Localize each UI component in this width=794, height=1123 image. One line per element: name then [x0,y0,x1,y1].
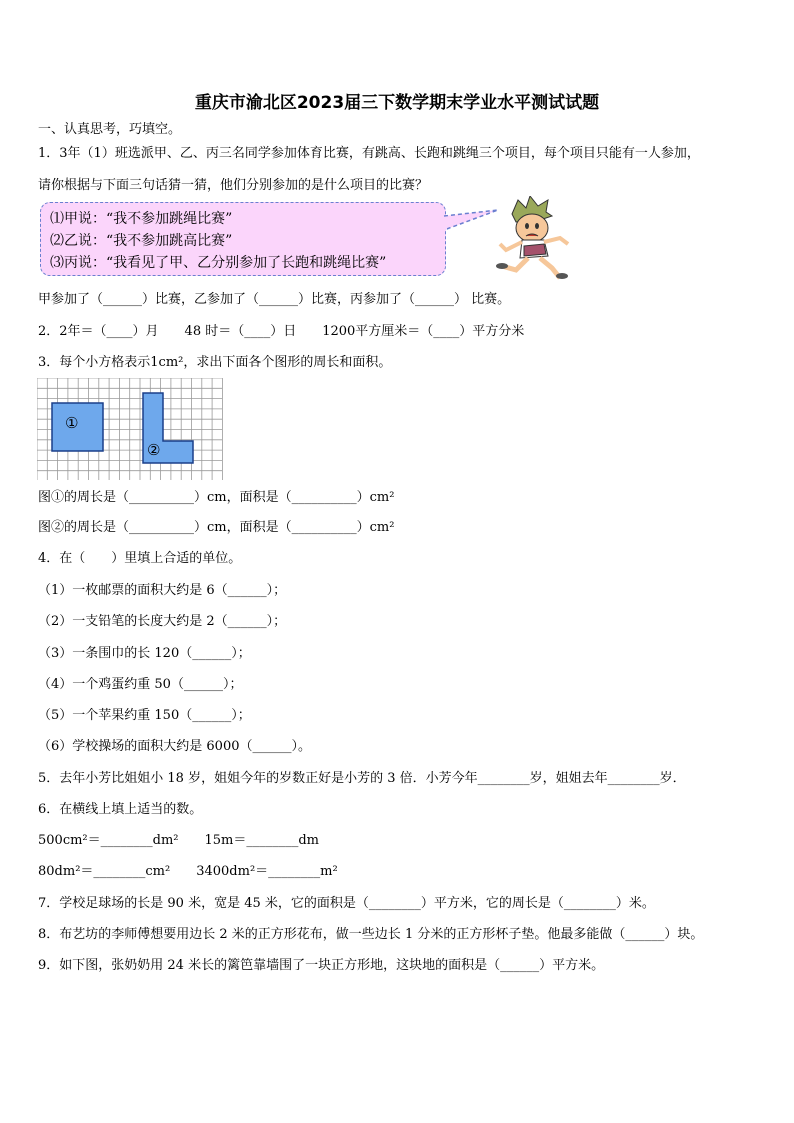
q5-line: 5．去年小芳比姐姐小 18 岁，姐姐今年的岁数正好是小芳的 3 倍．小芳今年________岁，姐姐去年________岁． [38,771,686,786]
q3-answer-1: 图①的周长是（__________）cm，面积是（__________）cm² [38,490,395,505]
q4-item-3: （3）一条围巾的长 120（______）； [38,646,251,661]
speech-bubble-tail [440,208,502,242]
q1-line1: 1．3年（1）班选派甲、乙、丙三名同学参加体育比赛，有跳高、长跑和跳绳三个项目，每个项目只能有一人参加， [38,146,700,161]
q3-stem: 3．每个小方格表示1cm²，求出下面各个图形的周长和面积。 [38,355,392,370]
q8-line: 8．布艺坊的李师傅想要用边长 2 米的正方形花布，做一些边长 1 分米的正方形杯子垫。他最多能做（______）块。 [38,927,704,942]
bubble-statement-1: ⑴甲说：“我不参加跳绳比赛” [50,211,233,227]
section-heading: 一、认真思考，巧填空。 [38,122,182,137]
q4-item-6: （6）学校操场的面积大约是 6000（______）。 [38,739,311,754]
q6-row-2: 80dm²＝________cm² 3400dm²＝________m² [38,864,338,879]
q4-stem: 4．在（ ）里填上合适的单位。 [38,551,242,566]
bubble-statement-3: ⑶丙说：“我看见了甲、乙分别参加了长跑和跳绳比赛” [50,255,387,271]
q6-row-1: 500cm²＝________dm² 15m＝________dm [38,833,320,848]
q1-answer-line: 甲参加了（______）比赛，乙参加了（______）比赛，丙参加了（______） 比赛。 [38,292,511,307]
q6-stem: 6．在横线上填上适当的数。 [38,802,203,817]
shape-2-label: ② [147,441,161,459]
q9-line: 9．如下图，张奶奶用 24 米长的篱笆靠墙围了一块正方形地，这块地的面积是（______）平方米。 [38,958,605,973]
q7-line: 7．学校足球场的长是 90 米，宽是 45 米，它的面积是（________）平方米，它的周长是（________）米。 [38,896,655,911]
q4-item-1: （1）一枚邮票的面积大约是 6（______）； [38,583,287,598]
shape-1-label: ① [65,414,79,432]
q2-line: 2．2年＝（____）月 48 时＝（____）日 1200平方厘米＝（____）平方分米 [38,324,525,339]
bubble-statement-2: ⑵乙说：“我不参加跳高比赛” [50,233,233,249]
page-title: 重庆市渝北区2023届三下数学期末学业水平测试试题 [194,93,600,113]
q4-item-4: （4）一个鸡蛋约重 50（______）； [38,677,243,692]
q3-answer-2: 图②的周长是（__________）cm，面积是（__________）cm² [38,520,395,535]
q4-item-5: （5）一个苹果约重 150（______）； [38,708,251,723]
running-boy-illustration [494,196,576,280]
square-grid-figure [37,378,223,480]
q4-item-2: （2）一支铅笔的长度大约是 2（______）； [38,614,287,629]
q1-line2: 请你根据与下面三句话猜一猜，他们分别参加的是什么项目的比赛？ [38,178,429,193]
